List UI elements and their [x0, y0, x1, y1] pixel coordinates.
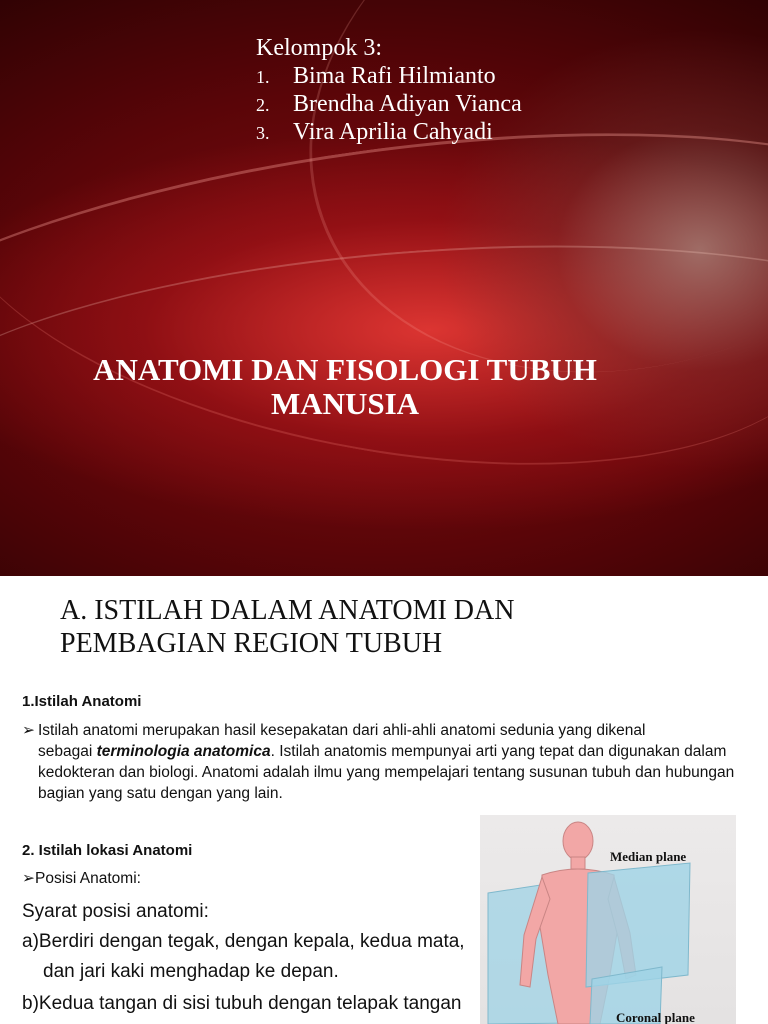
member-list [256, 62, 522, 146]
member-name: Brendha Adiyan Vianca [293, 91, 522, 117]
condition-b: b)Kedua tangan di sisi tubuh dengan telapak tangan [22, 993, 462, 1014]
definition-paragraph [22, 720, 762, 804]
term-emphasis: terminologia anatomica [96, 743, 271, 760]
member-name: Bima Rafi Hilmianto [293, 63, 496, 89]
median-plane-label: Median plane [610, 849, 687, 864]
bullet-arrow-icon: ➢ [22, 722, 35, 739]
condition-a-continued: dan jari kaki menghadap ke depan. [43, 961, 339, 982]
subsection-heading: 2. Istilah lokasi Anatomi [22, 842, 193, 859]
median-plane-shape [586, 863, 690, 987]
member-number: 2. [256, 95, 270, 115]
anatomical-planes-figure [480, 815, 736, 1024]
requirements-label: Syarat posisi anatomi: [22, 901, 209, 922]
slide-title-line2: MANUSIA [270, 386, 420, 421]
coronal-plane-label: Coronal plane [616, 1010, 695, 1024]
content-slide [0, 576, 768, 1024]
list-item [256, 90, 522, 118]
body-planes-illustration [480, 815, 736, 1024]
section-title-line1: A. ISTILAH DALAM ANATOMI DAN [60, 595, 515, 626]
slide-title-line1: ANATOMI DAN FISOLOGI TUBUH [93, 352, 597, 387]
condition-a: a)Berdiri dengan tegak, dengan kepala, kedua mata, [22, 931, 465, 952]
subsection-heading: 1.Istilah Anatomi [22, 693, 142, 710]
paragraph-text: . Istilah anatomis mempunyai arti yang tepat dan digunakan dalam kedokteran dan biologi. Anatomi adalah ilmu yang mempelajari tentang susunan tubuh dan hubungan bagian yang satu dengan yang lain. [38, 743, 735, 802]
section-title [60, 594, 660, 660]
member-number: 1. [256, 67, 270, 87]
member-number: 3. [256, 123, 270, 143]
group-members [256, 34, 522, 146]
paragraph-text: Istilah anatomi merupakan hasil kesepakatan dari ahli-ahli anatomi sedunia yang dikenal [38, 722, 646, 739]
paragraph-continuation [22, 741, 762, 804]
paragraph-text: sebagai [38, 743, 97, 760]
member-name: Vira Aprilia Cahyadi [293, 119, 493, 145]
list-item [256, 118, 522, 146]
slide-title [40, 353, 650, 421]
list-item [256, 62, 522, 90]
bullet-item: ➢Posisi Anatomi: [22, 870, 141, 887]
group-heading: Kelompok 3: [256, 35, 382, 61]
section-title-line2: PEMBAGIAN REGION TUBUH [60, 628, 443, 659]
